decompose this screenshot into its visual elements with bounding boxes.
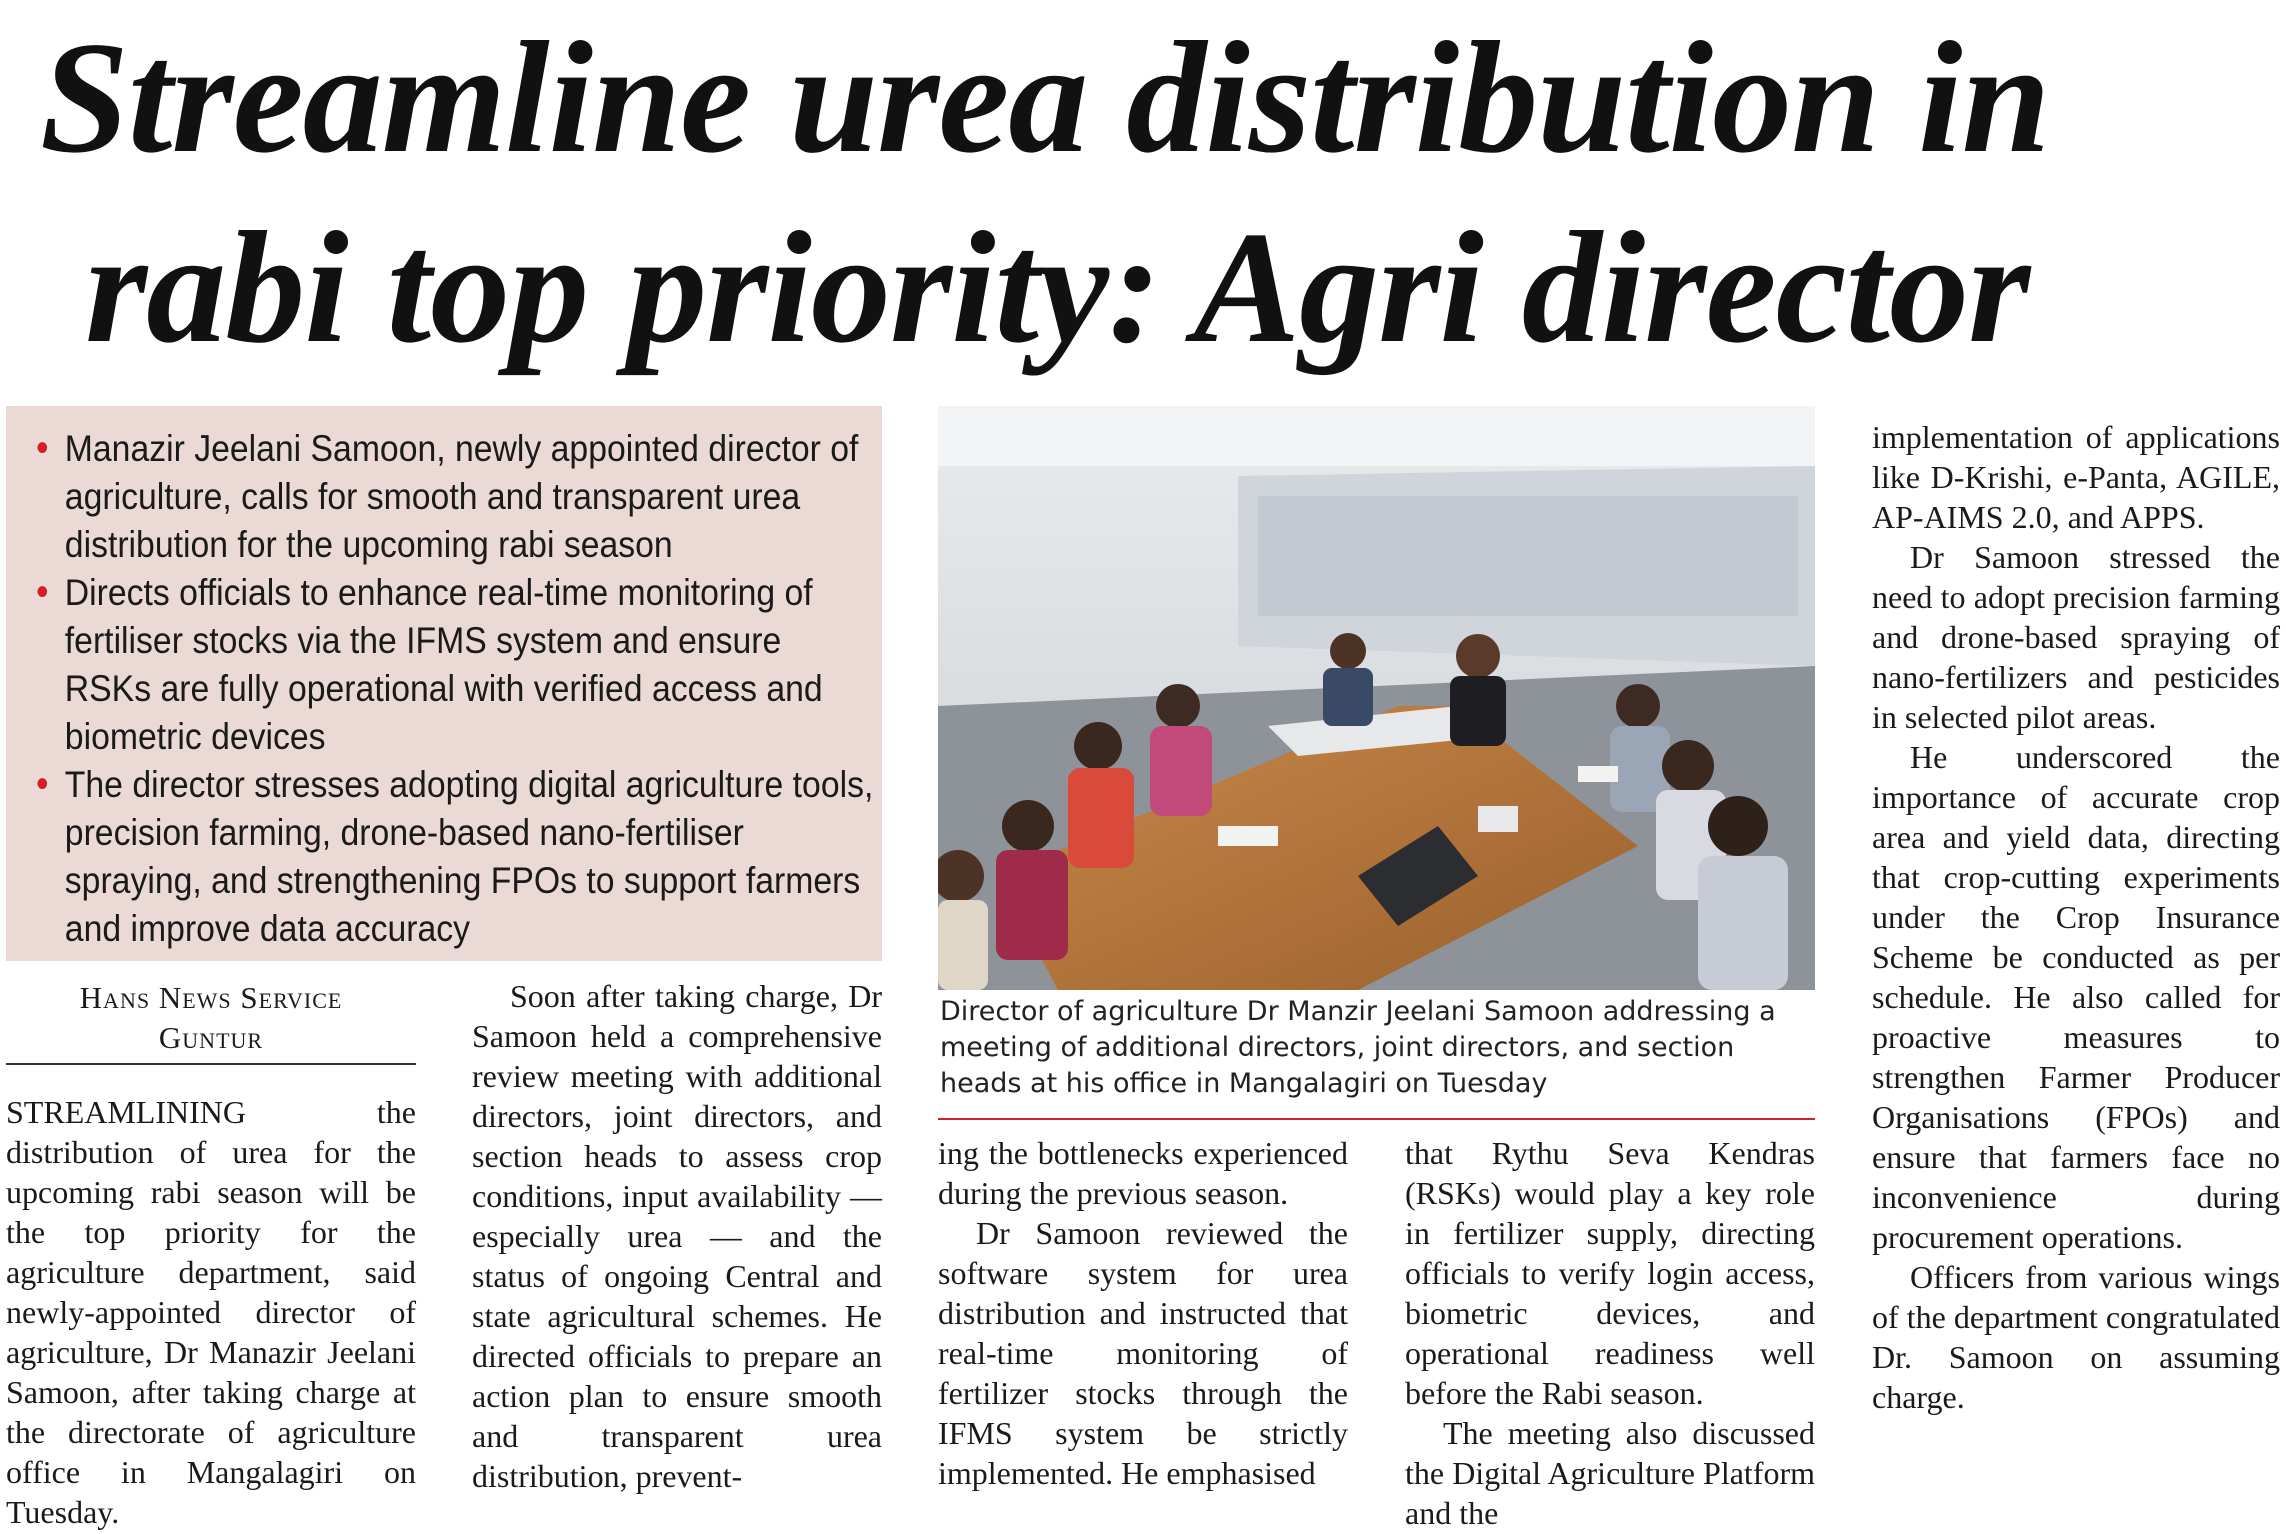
- highlight-item: [36, 760, 875, 952]
- headline-line-2: rabi top priority: Agri director: [85, 198, 2030, 376]
- byline-agency: Hans News Service: [79, 980, 343, 1015]
- bullet-icon: •: [36, 762, 49, 806]
- bullet-icon: •: [36, 426, 49, 470]
- article-column-3: [938, 1133, 1348, 1493]
- article-column-4: [1405, 1133, 1815, 1533]
- paragraph: Dr Samoon reviewed the software system for urea distribution and instructed that real-time monitoring of fertilizer stocks through the IFMS system be strictly implemented. He emphasised: [938, 1215, 1348, 1491]
- highlight-text: The director stresses adopting digital agriculture tools, precision farming, drone-based nano-fertiliser spraying, and strengthening FPOs to support farmers and improve data accuracy: [64, 763, 874, 949]
- highlight-item: [36, 568, 875, 760]
- paragraph: He underscored the importance of accurate crop area and yield data, directing that crop-cutting experiments under the Crop Insurance Scheme be conducted as per schedule. He also called for proactive measures to strengthen Farmer Producer Organisations (FPOs) and ensure that farmers face no inconvenience during procurement operations.: [1872, 739, 2280, 1255]
- highlight-text: Manazir Jeelani Samoon, newly appointed director of agriculture, calls for smooth and transparent urea distribution for the upcoming rabi season: [64, 427, 859, 565]
- byline-location: Guntur: [158, 1020, 264, 1055]
- paragraph: Soon after taking charge, Dr Samoon held a comprehensive review meeting with additional directors, joint directors, and section heads to assess crop conditions, input availability — especially urea — and the status of ongoing Central and state agricultural schemes. He directed officials to prepare an action plan to ensure smooth and transparent urea distribution, prevent-: [472, 978, 882, 1494]
- paragraph: ing the bottlenecks experienced during the previous season.: [938, 1135, 1348, 1211]
- paragraph: implementation of applications like D-Krishi, e-Panta, AGILE, AP-AIMS 2.0, and APPS.: [1872, 419, 2280, 535]
- article-column-1: [6, 1092, 416, 1532]
- bullet-icon: •: [36, 570, 49, 614]
- article-column-5: [1872, 417, 2280, 1417]
- caption-divider: [938, 1118, 1815, 1120]
- meeting-photo: [938, 406, 1815, 990]
- highlight-text: Directs officials to enhance real-time monitoring of fertiliser stocks via the IFMS system and ensure RSKs are fully operational with verified access and biometric devices: [64, 571, 823, 757]
- paragraph: that Rythu Seva Kendras (RSKs) would play a key role in fertilizer supply, directing officials to verify login access, biometric devices, and operational readiness well before the Rabi season.: [1405, 1135, 1815, 1411]
- article-column-2: [472, 976, 882, 1496]
- paragraph: Dr Samoon stressed the need to adopt precision farming and drone-based spraying of nano-fertilizers and pesticides in selected pilot areas.: [1872, 539, 2280, 735]
- byline-divider: [6, 1063, 416, 1065]
- paragraph: The meeting also discussed the Digital Agriculture Platform and the: [1405, 1415, 1815, 1531]
- photo-caption: Director of agriculture Dr Manzir Jeelani Samoon addressing a meeting of additional directors, joint directors, and section heads at his office in Mangalagiri on Tuesday: [940, 996, 1776, 1099]
- highlight-item: [36, 424, 875, 568]
- byline: [6, 978, 416, 1058]
- highlights-box: [6, 406, 882, 961]
- headline-line-1: Streamline urea distribution in: [40, 8, 2050, 186]
- paragraph: STREAMLINING the distribution of urea for the upcoming rabi season will be the top priority for the agriculture department, said newly-appointed director of agriculture, Dr Manazir Jeelani Samoon, after taking charge at the directorate of agriculture office in Mangalagiri on Tuesday.: [6, 1094, 416, 1530]
- paragraph: Officers from various wings of the department congratulated Dr. Samoon on assuming charge.: [1872, 1259, 2280, 1415]
- highlights-list: [36, 424, 874, 952]
- meeting-photo-illustration: [938, 406, 1815, 990]
